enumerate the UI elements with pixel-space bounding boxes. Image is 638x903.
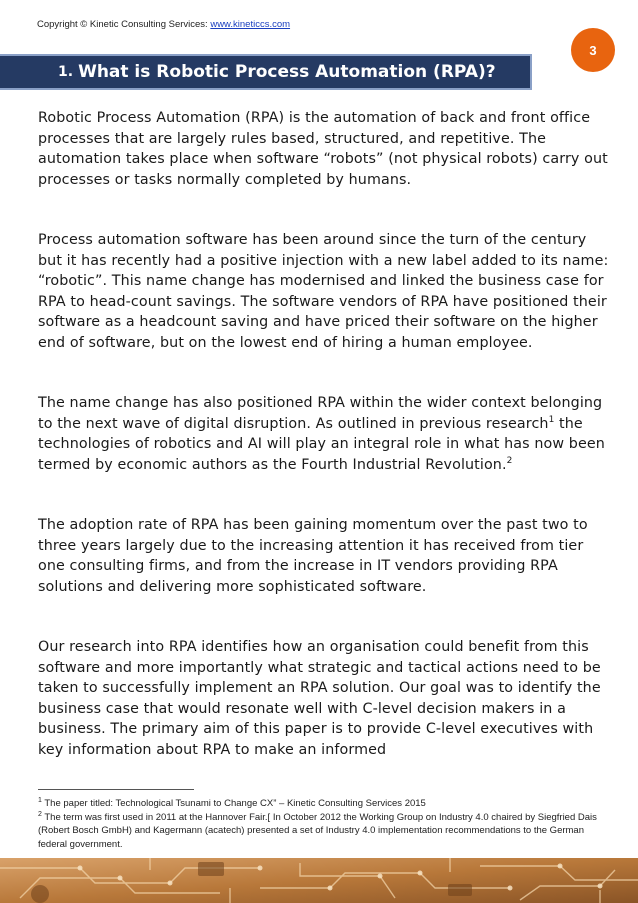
footnote-1-text: The paper titled: Technological Tsunami to Change CX” – Kinetic Consulting Services 2015 xyxy=(41,798,426,809)
paragraph-4: The adoption rate of RPA has been gaining momentum over the past two to three years largely due to the increasing attention it has received from tier one consulting firms, and from the increase in IT vendors providing RPA solutions and delivering more sophisticated software. xyxy=(38,517,588,595)
paragraph-3 xyxy=(38,393,610,475)
paragraph-1: Robotic Process Automation (RPA) is the automation of back and front office processes that are largely rules based, structured, and repetitive. The automation takes place when software “robots” (not physical robots) carry out processes or tasks normally completed by humans. xyxy=(38,110,608,188)
footnote-ref-2[interactable]: 2 xyxy=(506,455,513,466)
body-text xyxy=(38,108,610,760)
footnote-1-marker: 1 xyxy=(38,796,42,804)
footnote-2 xyxy=(38,811,610,852)
footnote-2-text: The term was first used in 2011 at the Hannover Fair.[ In October 2012 the Working Group on Industry 4.0 chaired by Siegfried Dais (Robert Bosch GmbH) and Kagermann (acatech) presented a set of Industry 4.0 implementation recommendations to the German federal government. xyxy=(38,811,597,850)
copyright-text: Copyright © Kinetic Consulting Services: xyxy=(37,19,211,30)
paragraph-3-part-b: the technologies of robotics and AI will play an integral role in what has now been termed by economic authors as the Fourth Industrial Revolution. xyxy=(38,415,605,473)
page-number-badge: 3 xyxy=(571,28,615,72)
copyright-line xyxy=(37,19,290,30)
footnote-ref-1[interactable]: 1 xyxy=(548,414,555,425)
paragraph-3-part-a: The name change has also positioned RPA within the wider context belonging to the next wave of digital disruption. As outlined in previous research xyxy=(38,395,603,432)
footnote-separator xyxy=(38,789,194,790)
footnotes xyxy=(38,797,610,851)
section-heading xyxy=(0,54,532,90)
section-number: 1. xyxy=(58,64,74,80)
website-link[interactable]: www.kineticcs.com xyxy=(210,19,291,30)
paragraph-2: Process automation software has been around since the turn of the century but it has recently had a positive injection with a new label added to its name: “robotic”. This name change has modernised and linked the business case for RPA to head-count savings. The software vendors of RPA have positioned their software as a headcount saving and have priced their software on the higher end of software, but on the lowest end of hiring a human employee. xyxy=(38,232,609,351)
footnote-1 xyxy=(38,797,610,811)
circuit-board-footer-image xyxy=(0,858,638,903)
section-title: What is Robotic Process Automation (RPA)? xyxy=(78,62,496,82)
paragraph-5: Our research into RPA identifies how an organisation could benefit from this software and more importantly what strategic and tactical actions need to be taken to successfully implement an RPA solution. Our goal was to identify the business case that would resonate well with C-level decision makers in a business. The primary aim of this paper is to provide C-level executives with key information about RPA to make an informed xyxy=(38,639,601,758)
footnote-2-marker: 2 xyxy=(38,810,42,818)
